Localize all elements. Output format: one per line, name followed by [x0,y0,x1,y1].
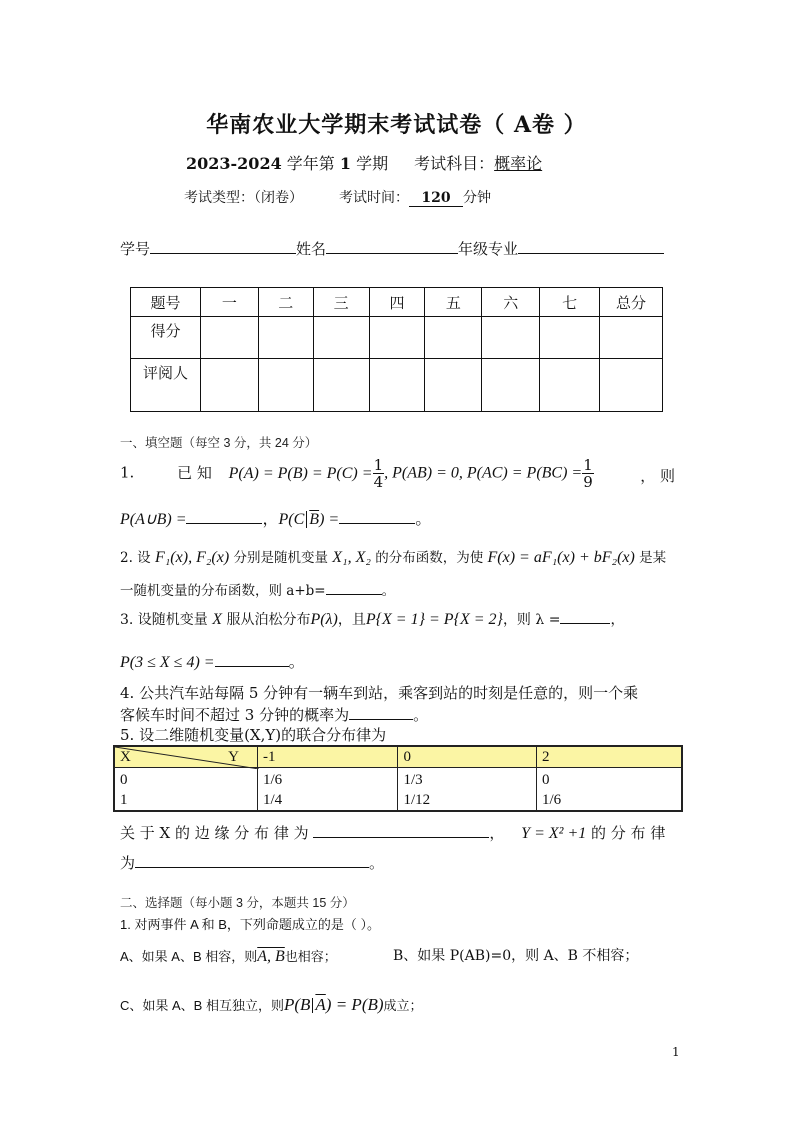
exam-info-line [186,151,542,174]
probability: 0 [542,772,550,788]
formula: X₁, X₂ [332,549,371,566]
term-suffix: 学期 [351,154,389,173]
x-value: 0 [120,772,128,788]
probability: 1/6 [542,792,562,808]
grader-cell[interactable] [258,359,313,412]
question-1-1 [120,457,675,490]
header-cell: 二 [258,288,313,317]
q-text: 分别是随机变量 [233,550,328,566]
header-cell: 六 [482,288,540,317]
y-value: 2 [537,746,683,768]
punct: 。 [415,511,432,528]
score-cell[interactable] [200,317,258,359]
option-a[interactable] [120,946,337,966]
exam-time-value: 120 [409,190,463,207]
page-number: 1 [672,1045,680,1059]
denominator: 9 [583,473,593,491]
section2-title: 二、选择题（每小题 3 分，本题共 15 分） [120,896,355,910]
score-cell[interactable] [425,317,482,359]
q-text: 已 知 [177,463,212,482]
answer-blank[interactable] [135,852,369,868]
answer-blank[interactable] [215,650,289,667]
student-name-field[interactable] [326,238,458,254]
exam-type: 考试类型：（闭卷） [184,190,303,206]
student-name-label: 姓名 [296,240,327,258]
formula: F(x) = aF₁(x) + bF₂(x) [487,549,635,566]
q-text: 一随机变量的分布函数，则 a+b= [120,583,326,599]
score-cell[interactable] [258,317,313,359]
answer-blank[interactable] [339,507,415,524]
grader-cell[interactable] [313,359,369,412]
formula: ) = P(B) [325,995,384,1014]
formula: Y = X² +1 [521,825,587,842]
question-1-4-cont [120,704,428,725]
corner-cell [114,746,257,768]
probability: 1/3 [403,772,423,788]
question-2-1: 1. 对两事件 A 和 B，下列命题成立的是（ ）。 [120,917,381,932]
header-cell: 题号 [131,288,201,317]
answer-blank[interactable] [349,704,413,720]
x-label: X [120,749,131,765]
q-text: 客候车时间不超过 3 分钟的概率为 [120,706,350,724]
header-cell: 三 [313,288,369,317]
denominator: 4 [373,473,384,491]
grader-cell[interactable] [540,359,600,412]
question-1-5: 5. 设二维随机变量(X,Y)的联合分布律为 [120,726,387,744]
option-text: 也相容； [284,949,337,964]
question-1-5-cont [120,852,384,873]
q-text: 为 [120,854,136,872]
probability: 1/12 [403,792,431,808]
q-text: 的 分 布 律 [591,824,666,842]
grader-cell[interactable] [600,359,663,412]
section1-title: 一、填空题（每空 3 分，共 24 分） [120,436,318,450]
separator: ， [262,511,279,528]
subject-label: 考试科目： [414,154,495,173]
student-id-label: 学号 [120,240,151,258]
score-header-row [131,288,663,317]
formula: X [212,611,223,628]
punct: 。 [413,706,429,724]
question-1-5-answers [120,822,665,843]
header-cell: 七 [540,288,600,317]
formula: , P(AB) = 0, P(AC) = P(BC) = [384,464,583,482]
joint-header-row [114,746,682,768]
major-label: 年级专业 [458,240,519,258]
grader-cell[interactable] [482,359,540,412]
fraction [582,457,594,490]
formula: F₁(x), F₂(x) [154,549,230,566]
q-text: 是某 [639,550,667,566]
punct: 。 [288,652,305,671]
q-text: 2. 设 [120,550,151,566]
score-table [130,287,663,412]
formula: ) = [319,511,340,528]
formula: P{X = 1} = P{X = 2} [365,611,503,628]
grader-row [131,359,663,412]
formula: P(B [283,995,311,1014]
answer-blank[interactable] [326,581,382,596]
q-text: 的分布函数，为使 [375,550,484,566]
student-id-field[interactable] [150,238,296,254]
header-cell: 五 [425,288,482,317]
score-row [131,317,663,359]
probability: 1/4 [262,792,283,808]
y-label: Y [228,749,239,765]
probability: 1/6 [262,772,283,788]
subject-value: 概率论 [494,154,543,173]
question-1-2-cont [120,579,395,599]
grader-cell[interactable] [425,359,482,412]
exam-time-label: 考试时间： [339,190,409,206]
score-cell[interactable] [540,317,600,359]
exam-time-unit: 分钟 [463,190,491,206]
question-1-3-cont [120,649,305,672]
question-1-2 [120,546,666,567]
numerator: 1 [373,456,384,474]
formula: A, B [257,948,285,965]
question-1-1-answers [120,506,431,529]
question-1-4: 4. 公共汽车站每隔 5 分钟有一辆车到站，乘客到站的时刻是任意的，则一个乘 [120,684,639,702]
term-number: 1 [339,154,352,173]
option-text: C、如果 A、B 相互独立，则 [120,998,284,1013]
header-cell: 四 [369,288,425,317]
fraction [373,457,385,490]
formula: P(A) = P(B) = P(C) = [228,464,373,482]
question-1-3 [120,609,624,629]
answer-blank[interactable] [560,609,610,624]
formula: P(λ) [310,611,338,628]
header-cell: 一 [200,288,258,317]
x-value: 1 [120,792,128,808]
formula: P(C [278,511,305,528]
q-text: 3. 设随机变量 [120,612,208,628]
formula: P(A∪B) = [120,511,187,528]
student-info-line [120,238,664,259]
score-cell[interactable] [600,317,663,359]
row-label: 得分 [131,317,201,359]
exam-type-line [184,187,491,207]
punct: ， [610,612,625,628]
formula: $\overline{A}$ [315,995,326,1014]
y-value: 0 [398,746,537,768]
exam-title: 华南农业大学期末考试试卷（ A卷 ） [206,112,587,138]
joint-row [114,768,682,812]
grader-cell[interactable] [200,359,258,412]
q-text: 关 于 X 的 边 缘 分 布 律 为 [120,824,309,842]
formula: P(3 ≤ X ≤ 4) = [120,654,215,671]
option-b[interactable]: B、如果 P(AB)=0，则 A、B 不相容； [393,948,639,964]
joint-distribution-table [113,745,683,812]
academic-year: 2023-2024 [186,154,282,173]
score-cell[interactable] [369,317,425,359]
q-text: 服从泊松分布 [226,612,311,628]
score-cell[interactable] [482,317,540,359]
row-label: 评阅人 [131,359,201,412]
numerator: 1 [583,456,593,474]
option-text: 成立； [383,998,423,1013]
term-label: 学年第 [281,154,340,173]
grader-cell[interactable] [369,359,425,412]
score-cell[interactable] [313,317,369,359]
q-text: ， 则 [640,467,675,485]
option-text: A、如果 A、B 相容，则 [120,949,258,964]
q-text: ，且 [337,612,366,628]
q-text: ，则 λ = [502,612,561,628]
formula: $\overline{B}$ [309,511,320,528]
punct: 。 [369,854,385,872]
answer-blank[interactable] [186,507,262,524]
major-field[interactable] [518,238,664,254]
q-number: 1. [120,463,135,482]
punct: ， [489,824,505,842]
answer-blank[interactable] [313,822,489,838]
punct: 。 [381,583,396,599]
option-c[interactable] [120,995,423,1015]
header-cell: 总分 [600,288,663,317]
y-value: -1 [257,746,398,768]
